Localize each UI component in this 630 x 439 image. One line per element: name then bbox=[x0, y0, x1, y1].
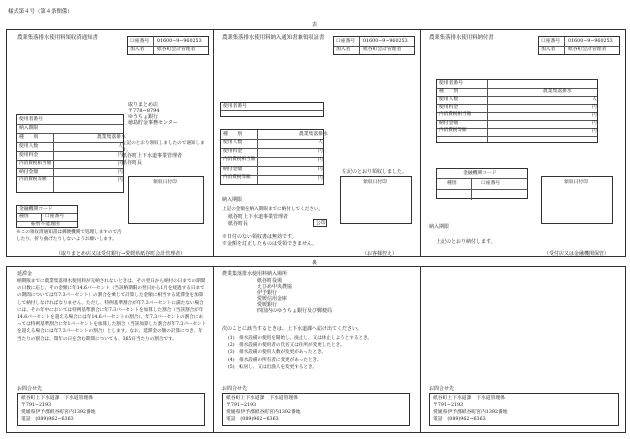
recipient-line-2: ゆうちょ銀行 bbox=[128, 114, 159, 120]
slip3-bank-box: 金融機関コード 種別 口座番号 bbox=[436, 168, 528, 199]
slip2-note3: ※金額を訂正したものは受領できません。 bbox=[222, 241, 318, 247]
slip1-footer: （取りまとめ店又は受付銀行→愛媛県紙谷町会計管理者） bbox=[56, 251, 186, 257]
slip3-notice: 上記のとおり納付します。 bbox=[436, 239, 496, 245]
slip2-note2: ※日付のない領収書は無効です。 bbox=[222, 234, 297, 240]
recipient-notice: 左記のとおり領収しましたので通知します。 bbox=[122, 141, 205, 154]
recipient-office2: 紙谷町長 bbox=[122, 160, 143, 166]
back-left-contact-label: お問合せ先 bbox=[17, 386, 43, 392]
slip2-notice: 上記の金額を納入期限までに納付してください。 bbox=[222, 207, 324, 212]
back-left-contact: 紙谷町上下水道課 下水道管理係 〒791−2193 愛媛県伊予郡紙谷町宮内1392番地 電話 (089)962−6363 bbox=[17, 393, 205, 426]
slip2-right-notice: 左記のとおり領収しました。 bbox=[342, 169, 408, 175]
slip3-title: 農業集落排水使用料納付書 bbox=[429, 35, 494, 41]
payment-places-heading: 農業集落排水使用料納入場所 bbox=[222, 271, 288, 277]
slip3-stamp-box: 領収日付印 bbox=[541, 176, 613, 224]
form-id: 様式第４号（第４条関係） bbox=[8, 9, 73, 15]
slip2-table: 種 別 農業集落排水 使用人数 人 使用料金 円 内消費税相当額 円 納付金額 円 内消費税等額 円 bbox=[220, 129, 324, 185]
recipient-office: 紙谷町上下水道事業管理者 bbox=[122, 153, 183, 159]
slip2-user-no: 使用者番号 bbox=[220, 102, 324, 117]
back-label: 裏 bbox=[312, 260, 318, 266]
recipient-line-3: 徳島貯金事務センター bbox=[128, 120, 178, 126]
slip2-office: 紙谷町上下水道事業管理者 bbox=[228, 214, 289, 220]
recipient-line-0: 取りまとめ店 bbox=[128, 102, 159, 108]
slip2-account-box: 口座番号 01600−9−960253 加入者 紙谷町会計管理者 bbox=[333, 36, 415, 55]
slip1-account-box: 口座番号 01600−9−960253 加入者 紙谷町会計管理者 bbox=[127, 36, 209, 55]
notice-items: (1) 排水設備の使用を開始し、廃止し、又は休止しようとするとき。 (2) 排水設備の使用者の氏名又は住所が変更したとき。 (3) 排水設備の使用人数が変更があったとき。 (4) 排水設備の所有者に変更があったとき。 (5) 転居し、又は出漁人を変更するとき。 bbox=[228, 336, 373, 370]
back-right-contact-label: お問合せ先 bbox=[429, 386, 455, 392]
slip1-stamp-box: 領収日付印 bbox=[128, 176, 204, 224]
slip2-deadline: 納入期限 bbox=[222, 197, 243, 203]
notice-heading: 次のことに該当するときは、上下水道課へ届け出てください。 bbox=[222, 326, 363, 332]
slip1-bank-box: 金融機関コード 種別 口座番号 振替不能理由 bbox=[16, 205, 78, 228]
slip3-account-box: 口座番号 01600−9−960253 加入者 紙谷町会計管理者 bbox=[538, 36, 620, 55]
back-mid-contact-label: お問合せ先 bbox=[222, 386, 248, 392]
recipient-line-1: 〒778−8794 bbox=[128, 108, 160, 114]
slip1-note: ※この領収済通知書は郵便機関で処理しますので汚したり、折り曲げたりしないようお願いします。 bbox=[16, 230, 122, 243]
slip2-seal: 公印 bbox=[313, 219, 327, 227]
slip2-stamp-box: 領収日付印 bbox=[340, 176, 412, 224]
slip2-footer: （お客様控え） bbox=[362, 251, 398, 257]
slip1-table: 使用者番号 納入期限 種 別 農業集落排水 使用人数 人 使用料金 円 内消費税相当額 円 納付金額 円 内消費税等額 円 bbox=[16, 114, 124, 193]
slip2-office2: 紙谷町長 bbox=[228, 221, 249, 227]
late-fee-heading: 延滞金 bbox=[17, 271, 33, 277]
slip3-footer: （受付店又は金融機関保管） bbox=[544, 251, 610, 257]
slip2-title: 農業集落排水使用料納入通知書兼領収証書 bbox=[222, 35, 325, 41]
front-label: 表 bbox=[312, 22, 318, 28]
back-mid-contact: 紙谷町上下水道課 下水道管理係 〒791−2193 愛媛県伊予郡紙谷町宮内1392番地 電話 (089)962−6363 bbox=[222, 393, 410, 426]
slip1-title: 農業集落排水使用料領収済通知書 bbox=[17, 35, 98, 41]
payment-places-list: 紙谷町役場 えひめ中央農協 伊予銀行 愛媛信用金庫 愛媛銀行 四国内のゆうちょ銀行及び郵便局 bbox=[257, 278, 333, 314]
slip3-table: 使用者番号 種 別 農業集落排水 使用人数 人 使用料金 円 内消費税相当額 円 納付金額 円 内消費税等額 円 bbox=[436, 79, 598, 143]
late-fee-body: 納期限までに農業集落排水使用料が完納されないときは、その翌日から納付の日までの期間の日数に応じ、その金額に年14.6パーセント（当該納期限の翌日から1月を経過する日までの期間については年7.3パーセント）の割合を乗じて計算した金額に相当する延滞金を加算して納付しなければなりません。ただし、特例基準割合が年7.3パーセントに満たない場合には、その年中においては特例基準割合に年7.3パーセントを加算した割合（当該割合が年14.6パーセントを超える場合には年14.6パーセントの割合）、年7.3パーセントの割合にあっては特例基準割合に年1パーセントを加算した割合（当該加算した割合が年7.3パーセントを超える場合には年7.3パーセントの割合）とします。なお、延滞金の額の計算につき、年当たりの割合は、閏年の日を含む期間についても、365日当たりの割合です。 bbox=[17, 279, 207, 342]
slip3-deadline: 納入期限 bbox=[429, 224, 450, 230]
back-right-contact: 紙谷町上下水道課 下水道管理係 〒791−2193 愛媛県伊予郡紙谷町宮内1392番地 電話 (089)962−6363 bbox=[429, 393, 619, 426]
